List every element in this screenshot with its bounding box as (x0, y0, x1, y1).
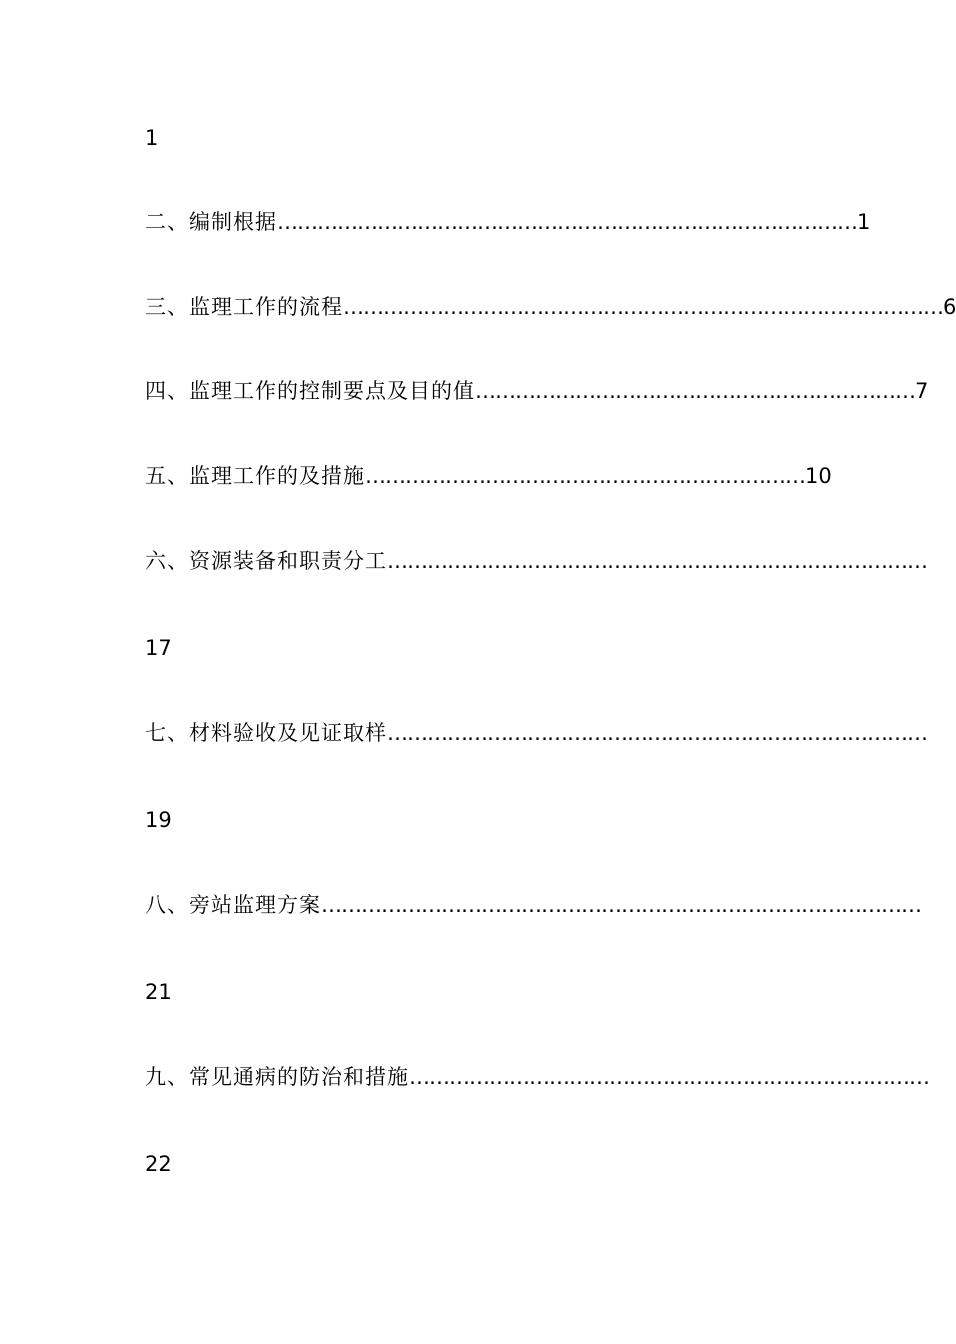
toc-entry-title: 三、监理工作的流程 (145, 295, 343, 319)
toc-entry[interactable] (145, 463, 832, 489)
toc-entry[interactable] (145, 892, 921, 918)
toc-entry[interactable] (145, 720, 927, 746)
toc-entry-title: 二、编制根据 (145, 210, 277, 234)
toc-entry-page: 6 (943, 295, 956, 319)
toc-leader-dots: ……………………………………………………………………… (387, 549, 927, 573)
toc-entry-title: 五、监理工作的及措施 (145, 464, 365, 488)
toc-leader-dots: ……………………………………………………………………… (387, 721, 927, 745)
toc-leader-dots: ……………………………………………………………………………… (321, 893, 921, 917)
toc-leader-dots: …………………………………………………………………… (409, 1065, 929, 1089)
toc-leader-dots: ……………………………………………………………………………… (343, 295, 943, 319)
toc-entry-page: 10 (805, 464, 832, 488)
toc-entry[interactable] (145, 378, 929, 404)
toc-entry-title: 六、资源装备和职责分工 (145, 549, 387, 573)
toc-entry-page: 17 (145, 636, 172, 660)
toc-entry[interactable] (145, 548, 927, 574)
toc-top-page-number: 1 (145, 126, 159, 150)
toc-entry-title: 八、旁站监理方案 (145, 893, 321, 917)
toc-entry-page: 19 (145, 808, 172, 832)
toc-entry-page: 1 (857, 210, 871, 234)
toc-leader-dots: …………………………………………………………………………… (277, 210, 857, 234)
toc-entry[interactable] (145, 209, 871, 235)
toc-entry-title: 四、监理工作的控制要点及目的值 (145, 379, 475, 403)
toc-entry-page: 21 (145, 980, 172, 1004)
toc-entry[interactable] (145, 294, 956, 320)
toc-entry-title: 七、材料验收及见证取样 (145, 721, 387, 745)
toc-entry-title: 九、常见通病的防治和措施 (145, 1065, 409, 1089)
toc-leader-dots: ………………………………………………………… (475, 379, 915, 403)
toc-entry[interactable] (145, 1064, 929, 1090)
toc-leader-dots: ………………………………………………………… (365, 464, 805, 488)
toc-entry-page: 22 (145, 1152, 172, 1176)
toc-entry-page: 7 (915, 379, 929, 403)
